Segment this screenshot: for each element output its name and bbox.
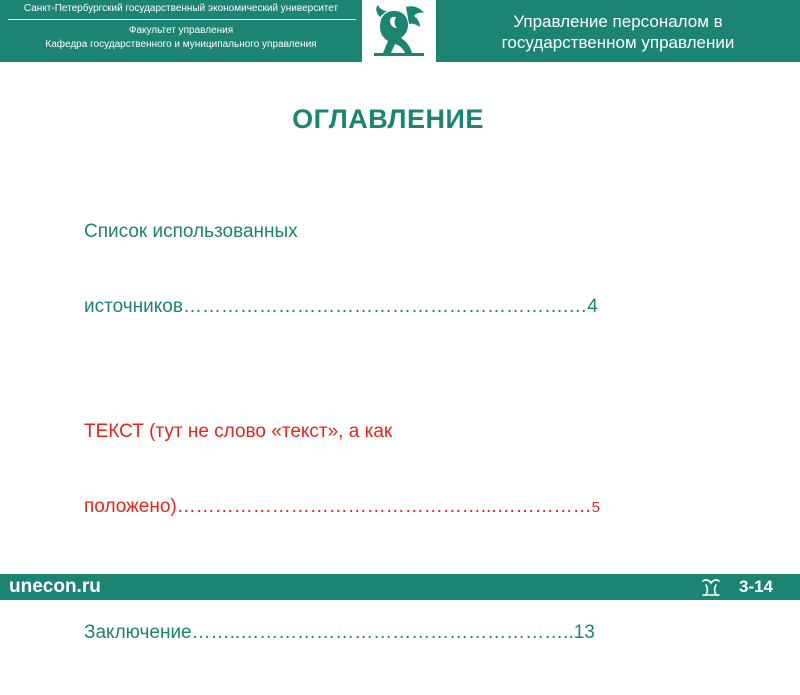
page-title: ОГЛАВЛЕНИЕ <box>292 104 484 134</box>
toc-entry-line: Заключение……..……………………………………………..13 <box>84 622 595 643</box>
toc-entry-line: ТЕКСТ (тут не слово «текст», а как <box>84 421 393 442</box>
faculty-name: Факультет управления <box>128 25 234 36</box>
toc-entry-line <box>84 494 724 520</box>
toc-entry-sources <box>84 169 724 369</box>
institution-info <box>0 0 362 62</box>
griffin-mini-icon <box>700 576 722 598</box>
course-title-line2: государственном управлении <box>501 33 735 52</box>
slide-number: 3-14 <box>738 577 773 596</box>
header-divider <box>8 19 356 20</box>
logo <box>362 0 436 62</box>
toc-entry-title: положено)…………………………………………...…………… <box>84 496 592 517</box>
griffin-logo-icon <box>370 3 428 59</box>
department-name: Кафедра государственного и муниципального управления <box>45 39 317 50</box>
table-of-contents <box>84 169 724 695</box>
toc-entry-line: Список использованных <box>84 221 298 242</box>
course-title-line1: Управление персоналом в <box>513 12 723 31</box>
toc-entry-line: источников…………………………………………………….…4 <box>84 296 598 317</box>
footer-bar <box>0 574 800 600</box>
header-bar <box>0 0 800 62</box>
site-url: unecon.ru <box>9 576 101 597</box>
university-name: Санкт-Петербургский государственный экономический университет <box>23 3 339 14</box>
toc-page-number: 5 <box>591 499 600 516</box>
course-title <box>436 0 800 62</box>
toc-entry-text <box>84 369 724 570</box>
